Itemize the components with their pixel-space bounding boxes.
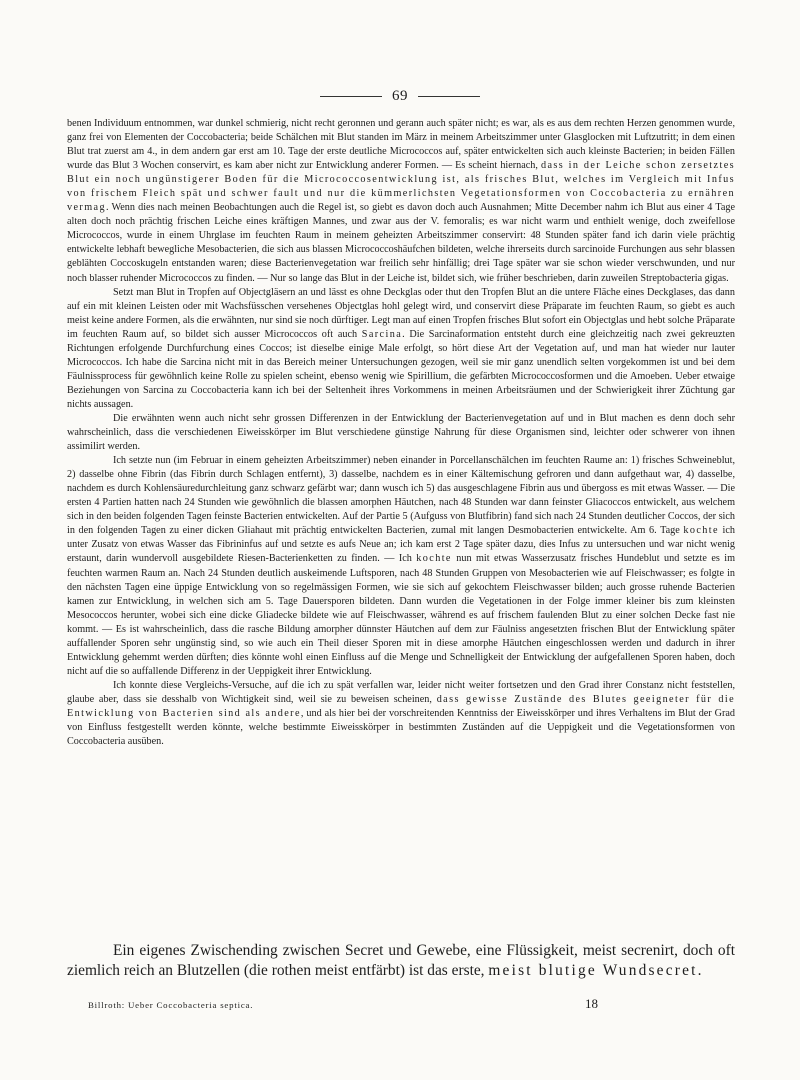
paragraph bbox=[67, 679, 735, 749]
text-run: Setzt man Blut in Tropfen auf Objectgläsern an und lässt es ohne Deckglas oder thut den Tropfen Blut an die untere Fläche eines Deckglases, das dann auf ein mit kleinen Leisten oder mit Wachsfüsschen versehenes Objectglas hohl gelegt wird, und conservirt diese Präparate im feuchten Raum, so giebt es auch meist keine andere Formen, als die erwähnten, nur sind sie noch dürftiger. Legt man auf einen Tropfen frisches Blut sofort ein Objectglas und hebt solche Präparate im feuchten Raum auf, so bildet sich ausser Micrococcos oft auch bbox=[67, 286, 735, 340]
text-run: nun mit etwas Wasserzusatz frisches Hundeblut und setzte es im feuchten warmen Raum an. Nach 24 Stunden deutlich auskeimende Luftsporen, nach 48 Stunden Gruppen von Mesobacterien wie auf Fleischwasser; es folgte in den nächsten Tagen eine üppige Entwicklung von so regelmässigen Formen, wie sie sich auf gekochtem Fleischwasser bilden; auch grosse ruhende Bacterien kamen zur Entwicklung, in welchen sich am 5. Tage Dauersporen bildeten. Dann wurden die Vegetationen in der Folge immer kleiner bis zum kleinsten Mesococcos herunter, wobei sich eine dicke Gliadecke bildete wie auf Fleischwasser, während es auf frischem faulenden Blut zu einer solchen Decke fast nie kommt. — Es ist wahrscheinlich, dass die rasche Bildung amorpher dünnster Häutchen auf dem zur Fäulniss angesetzten frischen Blut der Entwicklung später auffallender Sporen sehr ungünstig sind, so wie auch ein Theil dieser Sporen mit in diese amorphe Häutchen eingeschlossen werden und dadurch in ihrer Entwicklung gehemmt werden dürften; dies könnte wohl einen Einfluss auf die Menge und Schnelligkeit der Entwicklung der aufgefallenen Sporen haben, doch nicht auf die so auffallende Differenz in der Ueppigkeit ihrer Entwicklung. bbox=[67, 553, 735, 677]
text-run: Ich konnte diese Vergleichs-Versuche, auf die ich zu spät verfallen war, leider nicht weiter fortsetzen und den Grad ihrer Constanz nicht feststellen, glaube aber, dass sie desshalb von Wichtigkeit sind, weil sie zu beweisen scheinen, bbox=[67, 679, 735, 705]
spaced-emphasis: kochte bbox=[416, 553, 452, 565]
signature-mark: 18 bbox=[585, 996, 598, 1011]
footer-credit: Billroth: Ueber Coccobacteria septica. bbox=[88, 1000, 254, 1010]
page-footer bbox=[88, 996, 598, 1012]
paragraph bbox=[67, 286, 735, 412]
spaced-emphasis: dass in der Leiche schon zersetztes Blut ein noch ungünstigerer Boden für die Micrococcosentwicklung ist, als frisches Blut, welches im Vergleich mit Infus von frischem Fleich spät und schwer fault und nur die kümmerlichsten Vegetationsformen von Coccobacteria zu ernähren vermag bbox=[67, 160, 735, 214]
spaced-emphasis: Sarcina bbox=[361, 328, 403, 340]
text-run: . Die Sarcinaformation entsteht durch eine gleichzeitig nach zwei gekreuzten Richtungen erfolgende Durchfurchung eines Coccos; ist dieselbe einige Male erfolgt, so hört diese Art der Vegetation auf, und man hat wieder nur lauter Micrococcos. Ich habe die Sarcina nicht mit in das Bereich meiner Untersuchungen gezogen, weil sie mir ganz unendlich selten vorgekommen ist und bei dem Fäulnissprocess für gewöhnlich keine Rolle zu spielen scheint, ebenso wenig wie Spirillium, die gefärbten Micrococcosformen und die Amoeben. Ueber etwaige Beziehungen von Sarcina zu Coccobacteria kann ich bei der Seltenheit ihres Vorkommens in meinen Arbeitsräumen und der Schwierigkeit ihrer Züchtung gar nichts aussagen. bbox=[67, 328, 735, 410]
paragraph bbox=[67, 117, 735, 286]
spaced-emphasis: kochte bbox=[683, 525, 719, 537]
text-run: Ein eigenes Zwischending zwischen Secret und Gewebe, eine Flüssigkeit, meist secrenirt, doch oft ziemlich reich an Blutzellen (die rothen meist entfärbt) ist das erste, bbox=[67, 942, 735, 979]
paragraph bbox=[67, 412, 735, 454]
text-run: Ich setzte nun (im Februar in einem geheizten Arbeitszimmer) neben einander in Porcellanschälchen im feuchten Raume an: 1) frisches Schweineblut, 2) dasselbe ohne Fibrin (das Fibrin durch Schlagen entfernt), 3) dasselbe, nachdem es in einer Kältemischung gefroren und dann aufgethaut war, 4) dasselbe, nachdem es durch Kohlensäuredurchleitung ganz schwarz gefärbt war; dann wusch ich 5) das ausgeschlagene Fibrin aus und übergoss es mit etwas Wasser. — Die ersten 4 Partien hatten nach 24 Stunden wie gewöhnlich die blassen amorphen Häutchen, nach 48 Stunden war dann feinster Gliacoccos entwickelt, aus welchem sich in den beiden folgenden Tagen feinste Bacterien entwickelten. Auf der Partie 5 (Aufguss von Blutfibrin) fand sich nach 24 Stunden deutlicher Coccos, der sich in den folgenden Tagen zu einer dicken Gliahaut mit prächtig entwickelten Bacterien, zumal mit langen Desmobacterien entwickelte. Am 6. Tage bbox=[67, 455, 735, 537]
body-text bbox=[67, 117, 735, 749]
page-header bbox=[0, 86, 800, 106]
text-run: benen Individuum entnommen, war dunkel schmierig, nicht recht geronnen und gerann auch später nicht; es war, als es aus dem rechten Herzen genommen wurde, ganz frei von Elementen der Coccobacteria; beide Schälchen mit Blut standen im März in meinem Arbeitszimmer unter Glasglocken mit Luftzutritt; in dem einen Blut trat zuerst am 4., in dem andern gar erst am 10. Tage der erste deutliche Micrococcos auf, später entwickelten sich auch kleinste Bacterien; in beiden Fällen wurde das Blut 3 Wochen conservirt, es kam aber nicht zur Entwicklung anderer Formen. — Es scheint hiernach, bbox=[67, 118, 735, 172]
spaced-emphasis: dass gewisse Zustände des Blutes geeigneter für die Entwicklung von Bacterien sind als andere bbox=[67, 693, 735, 719]
text-run: Die erwähnten wenn auch nicht sehr grossen Differenzen in der Entwicklung der Bacterienvegetation auf und in Blut machen es denn doch sehr wahrscheinlich, dass die verschiedenen Eiweisskörper im Blut verschiedene günstige Nahrung für diese Organismen sind, leichter oder schwerer von ihnen assimilirt werden. bbox=[67, 412, 735, 453]
text-run: , und als hier bei der vorschreitenden Kenntniss der Eiweisskörper und ihres Verhaltens im Blut der Grad von Einfluss festgestellt werden könnte, welche bestimmte Eiweisskörper in bestimmten Zuständen auf die Ueppigkeit und die Vegetationsformen von Coccobacteria ausüben. bbox=[67, 707, 736, 748]
paragraph bbox=[67, 454, 735, 679]
header-rule-right bbox=[418, 96, 480, 97]
text-run: . Wenn dies nach meinen Beobachtungen auch die Regel ist, so giebt es davon doch auch Ausnahmen; Mitte December nahm ich Blut aus einer 4 Tage alten doch noch prächtig frischen Leiche eines kräftigen Mannes, und zwar aus der V. femoralis; es war nicht warm und enthielt wenige, doch zweifellose Micrococcos, wurde in einem Uhrglase im feuchten Raum in meinem geheizten Arbeitszimmer conservirt: 48 Stunden später fand ich darin viele prächtig entwickelte lebhaft bewegliche Mesobacterien, die sich aus blassen Micrococcoshäufchen bildeten, welche ihrerseits durch sarcinoide Furchungen aus sehr blassen geblähten Coccoskugeln entstanden waren; diese Bacterienvegetation war freilich sehr hinfällig; drei Tage später war sie schon wieder verschwunden, und nur noch blasser ruhender Micrococcos zu finden. — Nur so lange das Blut in der Leiche ist, bildet sich, wie früher beschrieben, darin zuweilen Streptobacteria gigas. bbox=[67, 202, 735, 284]
header-rule-left bbox=[320, 96, 382, 97]
large-paragraph bbox=[67, 941, 735, 981]
spaced-emphasis: meist blutige Wundsecret. bbox=[488, 962, 704, 979]
text-run: ich unter Zusatz von etwas Wasser das Fibrininfus auf und setzte es aufs Neue an; ich kam erst 2 Tage später dazu, dies Infus zu untersuchen und war nicht wenig erstaunt, darin wundervoll ausgebildete Riesen-Bacterienketten zu finden. — Ich bbox=[67, 525, 735, 565]
page-number: 69 bbox=[392, 87, 408, 104]
